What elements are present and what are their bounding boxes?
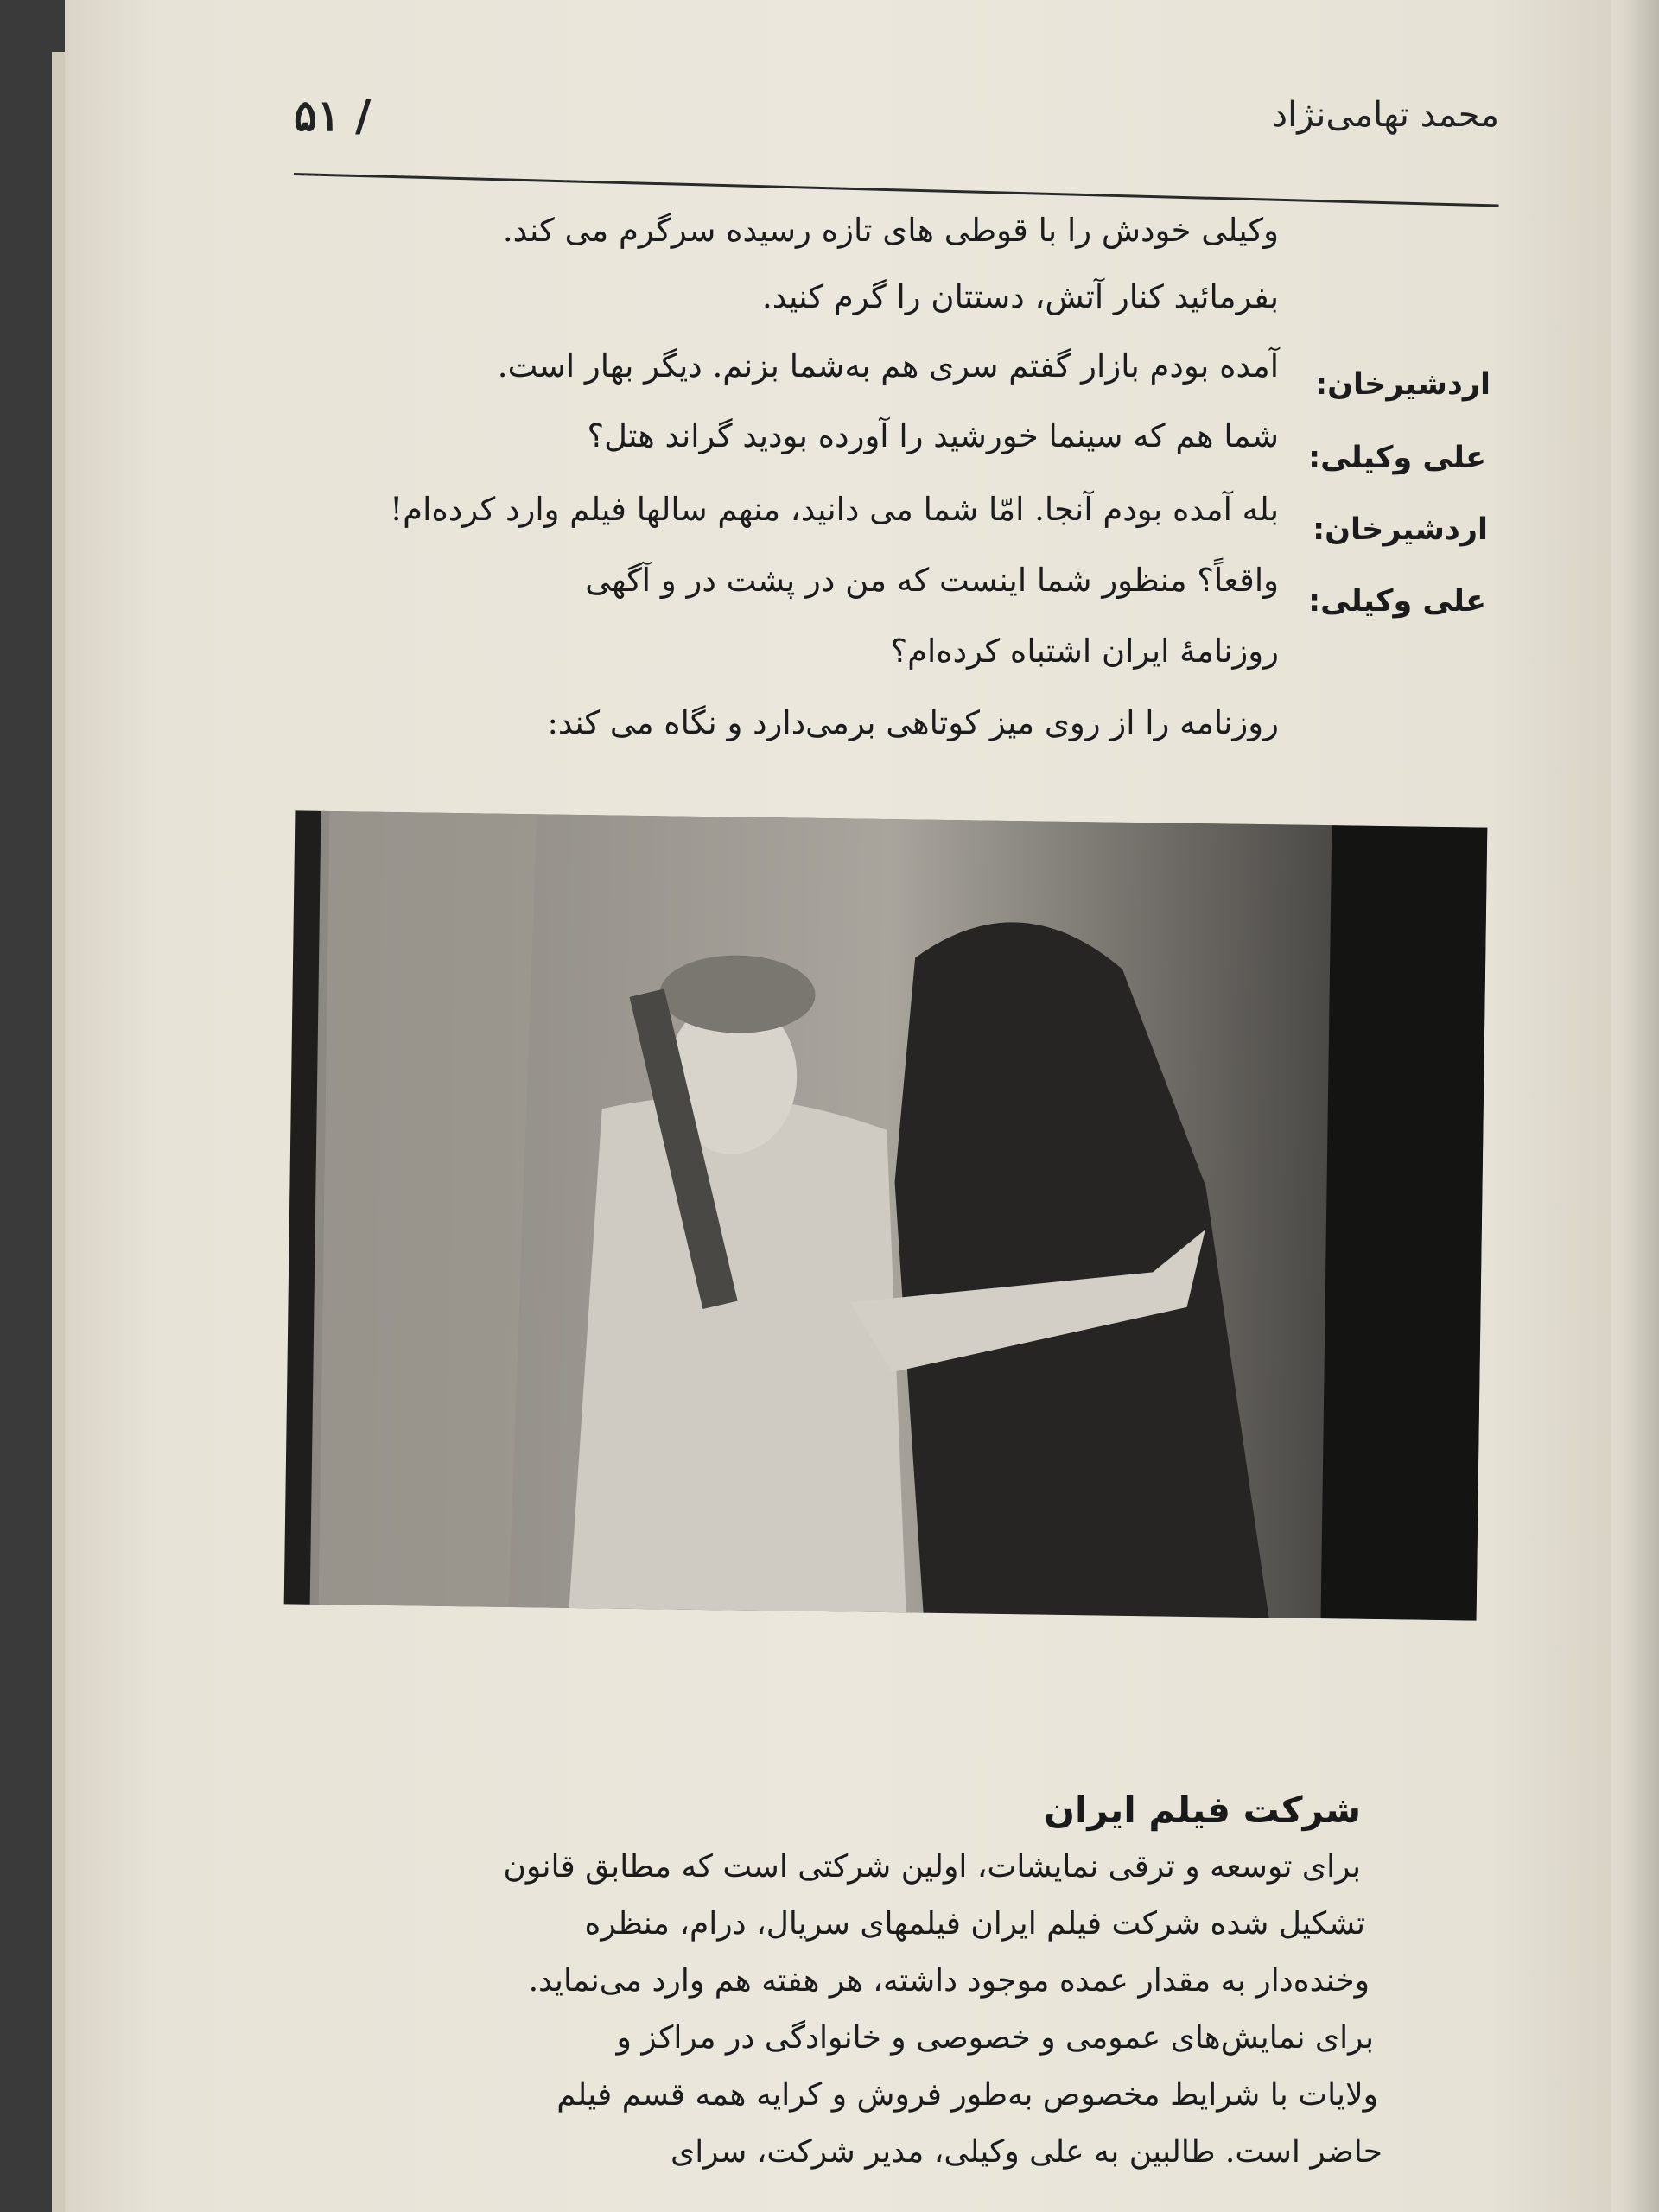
running-title: محمد تهامی‌نژاد (1272, 95, 1499, 135)
dialogue-line: روزنامه را از روی میز کوتاهی برمی‌دارد و نگاه می کند: (547, 704, 1279, 741)
dialogue-line: روزنامهٔ ایران اشتباه کرده‌ام؟ (890, 632, 1279, 670)
dialogue-line: وکیلی خودش را با قوطی های تازه رسیده سرگرم می کند. (502, 212, 1279, 249)
section-line: وخنده‌دار به مقدار عمده موجود داشته، هر هفته هم وارد می‌نماید. (528, 1963, 1370, 1999)
speaker-label: علی وکیلی: (1308, 584, 1486, 619)
speaker-label: اردشیرخان: (1313, 512, 1488, 547)
dialogue-line: بفرمائید کنار آتش، دستتان را گرم کنید. (761, 278, 1279, 315)
section-line: برای نمایش‌های عمومی و خصوصی و خانوادگی در مراکز و (616, 2020, 1374, 2056)
section-line: ولایات با شرایط مخصوص به‌طور فروش و کرایه همه قسم فیلم (556, 2077, 1378, 2113)
speaker-label: اردشیرخان: (1315, 367, 1491, 402)
page-number: / ۵۱ (294, 90, 372, 141)
speaker-label: علی وکیلی: (1308, 441, 1486, 475)
dialogue-line: بله آمده بودم آنجا. امّا شما می دانید، منهم سالها فیلم وارد کرده‌ام! (390, 491, 1279, 528)
dialogue-line: شما هم که سینما خورشید را آورده بودید گراند هتل؟ (587, 417, 1279, 454)
dialogue-line: آمده بودم بازار گفتم سری هم به‌شما بزنم. دیگر بهار است. (497, 347, 1279, 385)
photo-still-icon (284, 810, 1488, 1620)
section-line: تشکیل شده شرکت فیلم ایران فیلمهای سریال، درام، منظره (584, 1906, 1365, 1942)
section-line: حاضر است. طالبین به علی وکیلی، مدیر شرکت، سرای (671, 2134, 1382, 2170)
section-line: برای توسعه و ترقی نمایشات، اولین شرکتی است که مطابق قانون (503, 1849, 1361, 1885)
section-title: شرکت فیلم ایران (1044, 1789, 1361, 1831)
page-header (294, 90, 1499, 147)
film-still-photo (284, 810, 1488, 1620)
dialogue-line: واقعاً؟ منظور شما اینست که من در پشت در و آگهی (585, 562, 1279, 599)
